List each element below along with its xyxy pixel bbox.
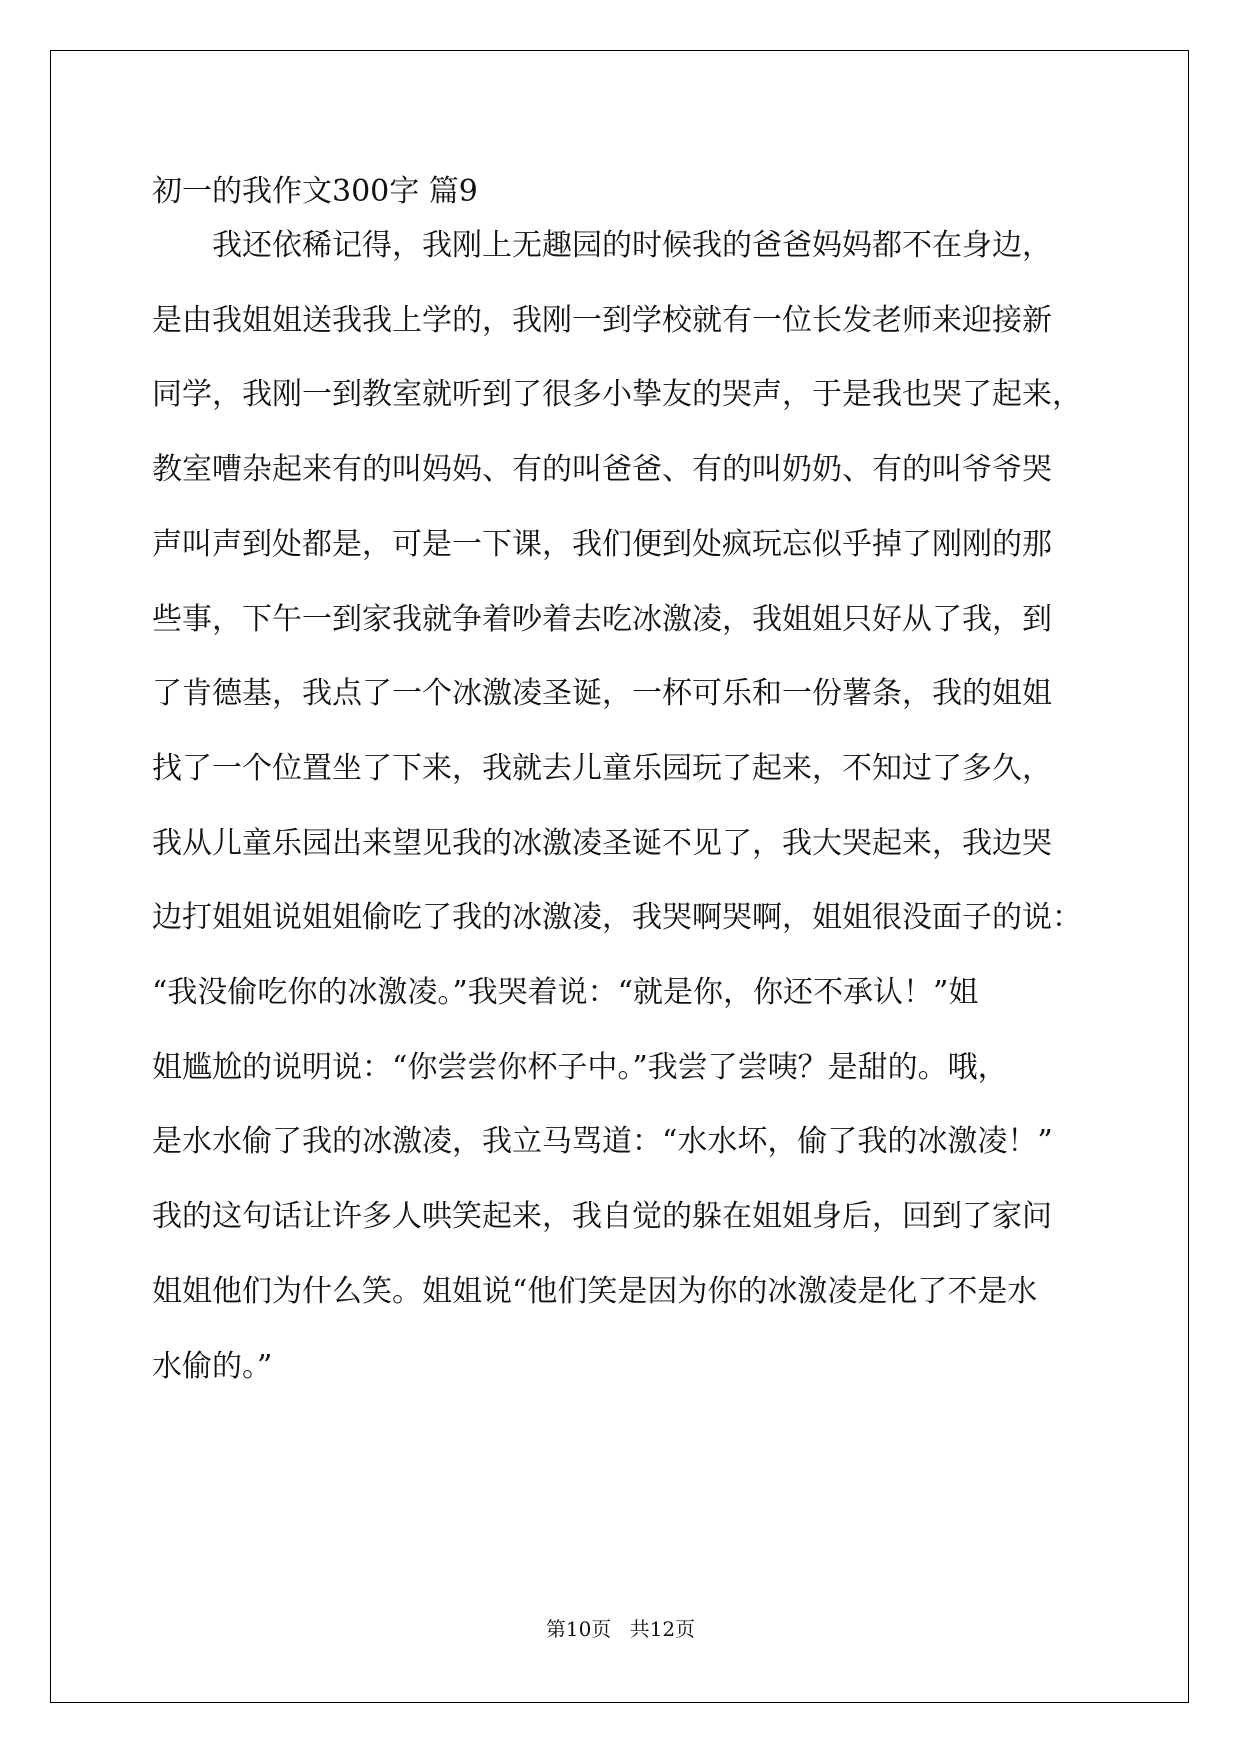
body-line: 边打姐姐说姐姐偷吃了我的冰激凌，我哭啊哭啊，姐姐很没面子的说： — [152, 900, 1082, 936]
page-total: 共12页 — [629, 1617, 696, 1641]
body-line: “我没偷吃你的冰激凌。”我哭着说：“就是你，你还不承认！”姐 — [152, 975, 979, 1010]
body-line: 找了一个位置坐了下来，我就去儿童乐园玩了起来，不知过了多久， — [152, 750, 1052, 786]
body-line: 水偷的。” — [152, 1348, 273, 1384]
page-number: 第10页 — [545, 1617, 612, 1641]
body-line: 我的这句话让许多人哄笑起来，我自觉的躲在姐姐身后，回到了家问 — [152, 1199, 1052, 1235]
body-line: 我从儿童乐园出来望见我的冰激凌圣诞不见了，我大哭起来，我边哭 — [152, 825, 1052, 861]
body-line: 是水水偷了我的冰激凌，我立马骂道：“水水坏，偷了我的冰激凌！” — [152, 1124, 1053, 1160]
body-line: 同学，我刚一到教室就听到了很多小挚友的哭声，于是我也哭了起来， — [152, 377, 1082, 413]
body-line: 我还依稀记得，我刚上无趣园的时候我的爸爸妈妈都不在身边， — [152, 228, 1052, 263]
body-line: 教室嘈杂起来有的叫妈妈、有的叫爸爸、有的叫奶奶、有的叫爷爷哭 — [152, 452, 1052, 488]
body-line: 了肯德基，我点了一个冰激凌圣诞，一杯可乐和一份薯条，我的姐姐 — [152, 676, 1052, 712]
page-border — [50, 50, 1189, 1703]
body-line: 姐尴尬的说明说：“你尝尝你杯子中。”我尝了尝咦？是甜的。哦， — [152, 1049, 1008, 1085]
document-title: 初一的我作文300字 篇9 — [152, 174, 478, 209]
body-line: 姐姐他们为什么笑。姐姐说“他们笑是因为你的冰激凌是化了不是水 — [152, 1273, 1038, 1309]
body-line: 声叫声到处都是，可是一下课，我们便到处疯玩忘似乎掉了刚刚的那 — [152, 526, 1052, 562]
page-footer — [0, 1617, 1241, 1641]
body-line: 些事，下午一到家我就争着吵着去吃冰激凌，我姐姐只好从了我，到 — [152, 601, 1052, 637]
body-line: 是由我姐姐送我我上学的，我刚一到学校就有一位长发老师来迎接新 — [152, 302, 1052, 338]
